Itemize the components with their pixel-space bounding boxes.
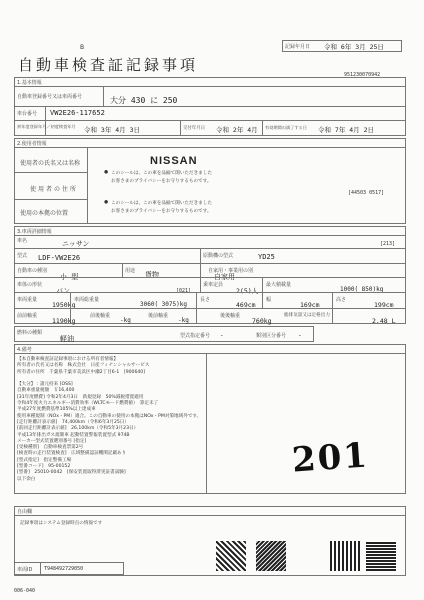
height-label: 高さ bbox=[336, 297, 347, 303]
note-line: 使用車種規制（NOx・PM）適合。この自動車の使用の本拠はNOx・PM対策地域外です。 bbox=[17, 413, 202, 419]
note-line: [走行距離計表示値] 74,400km（令和6年3月25日） bbox=[17, 419, 129, 425]
designation-value: - bbox=[220, 332, 224, 339]
rear-front-axle-label: 後前軸重 bbox=[148, 313, 169, 319]
length-label: 長さ bbox=[200, 297, 211, 303]
free-field-label: 自由欄 bbox=[17, 509, 33, 515]
notes-list bbox=[17, 356, 205, 482]
maker-label: 車名 bbox=[17, 238, 28, 244]
gross-weight-label: 車両総重量 bbox=[74, 297, 100, 303]
note-line: 自動車重量税額 ￥16,400 bbox=[17, 388, 75, 394]
note-line: メーカー型式装置選別番号 [指定] bbox=[17, 438, 87, 444]
privacy-seal-text-3: このシールは、この車を品揃て開いただきました bbox=[111, 201, 212, 206]
designation-label: 型式指定番号 bbox=[180, 333, 211, 339]
note-line: [型番] 25010-0042 [保安装置取得済実証書試験] bbox=[17, 470, 126, 476]
note-line: [型式指定] 指定整備工場 bbox=[17, 457, 72, 463]
document-number: 951230070942 bbox=[344, 72, 381, 78]
expiry-date-value: 令和 7年 4月 2日 bbox=[318, 126, 374, 134]
registration-value: 大分 430 に 250 bbox=[110, 96, 178, 105]
first-registration-label: 初年度登録年月／初度検査年月 bbox=[17, 124, 76, 129]
note-line: 以下余白 bbox=[17, 476, 36, 482]
max-load-value: 1000( 850)kg bbox=[340, 286, 384, 293]
note-line: 令和4年度火力エネルギー消費効率（WLTCモード燃費値） 算定未了 bbox=[17, 401, 159, 407]
front-rear-axle-value: -kg bbox=[120, 317, 131, 324]
fuel-value: 軽油 bbox=[60, 335, 74, 343]
section-2-heading: 2.使用者情報 bbox=[17, 141, 47, 147]
privacy-seal-text-2: お客さまのプライバシーをお守りするものです。 bbox=[111, 179, 212, 184]
page-title: 自動車検査証記録事項 bbox=[18, 56, 199, 74]
capacity-value: 2(5)人 bbox=[236, 287, 259, 295]
max-load-label: 最大積載量 bbox=[266, 282, 292, 288]
note-line: [受検種別] 自動車検査票第2号 bbox=[17, 445, 84, 451]
note-line: 平成27年度燃費基準105%以上達成車 bbox=[17, 407, 96, 413]
body-shape-value: バン bbox=[56, 287, 70, 295]
nissan-logo: NISSAN bbox=[150, 155, 198, 167]
fuel-label: 燃料の種類 bbox=[17, 330, 43, 336]
expiry-date-label: 有効期間の満了する日 bbox=[265, 125, 307, 130]
note-line: [型番コード] 95-00152 bbox=[17, 464, 71, 470]
privacy-seal-icon: ● bbox=[104, 170, 109, 175]
qr-code-icon bbox=[330, 541, 360, 571]
note-line: 【本自動車検査証記録事項における所有者情報】 bbox=[17, 357, 119, 362]
qr-code-icon bbox=[256, 541, 286, 571]
maker-value: ニッサン bbox=[62, 240, 90, 248]
section-3-heading: 3.車両詳細情報 bbox=[17, 229, 52, 235]
header-mark: B bbox=[80, 44, 85, 51]
displacement-label: 総排気量又は定格出力 bbox=[284, 313, 330, 318]
vehicle-weight-value: 1950kg bbox=[52, 301, 76, 309]
model-value: LDF-VW2E26 bbox=[38, 254, 81, 262]
issue-date-value: 令和 2年 4月 bbox=[216, 126, 258, 134]
engine-label: 原動機の型式 bbox=[203, 253, 234, 259]
record-date-value: 令和 6年 3月 25日 bbox=[324, 43, 384, 51]
rear-front-axle-value: -kg bbox=[178, 317, 189, 324]
note-line: 平成13年排出ガス規制車 起動装置警報装置型式 974B bbox=[17, 432, 130, 438]
vehicle-type-label: 自動車の種別 bbox=[17, 268, 48, 274]
model-label: 型式 bbox=[17, 253, 28, 259]
body-shape-label: 車体の形状 bbox=[17, 282, 43, 288]
privacy-seal-text-1: このシールは、この車を品揃て開いただきました bbox=[111, 171, 212, 176]
height-value: 199cm bbox=[374, 301, 394, 309]
displacement-value: 2.48 L bbox=[372, 317, 396, 325]
use-value: 貨物 bbox=[145, 271, 159, 279]
rear-axle-label: 後後軸重 bbox=[220, 313, 241, 319]
user-name-label: 使用者の氏名又は名称 bbox=[20, 160, 81, 167]
vin-label: 車台番号 bbox=[17, 111, 38, 117]
vehicle-id-value: T948492729050 bbox=[44, 566, 84, 572]
first-registration-value: 令和 3年 4月 3日 bbox=[84, 126, 140, 134]
privacy-seal-icon-2: ● bbox=[104, 200, 109, 205]
privacy-seal-text-4: お客さまのプライバシーをお守りするものです。 bbox=[111, 209, 212, 214]
issue-date-label: 交付年月日 bbox=[183, 126, 205, 131]
front-axle-value: 1190kg bbox=[52, 317, 76, 325]
handwritten-number: 201 bbox=[290, 435, 371, 481]
qr-code-icon bbox=[216, 541, 246, 571]
form-code: 006-040 bbox=[14, 588, 36, 594]
use-label: 用途 bbox=[125, 268, 136, 274]
note-line: 所有者の住所 千葉県千葉市美浜区中瀬2丁目6-1 [900640] bbox=[17, 369, 146, 375]
private-business-label: 自家用・事業用の別 bbox=[208, 268, 254, 274]
note-line: 所有者の氏名又は名称 株式会社 日産フィナンシャルサービス bbox=[17, 363, 150, 369]
note-line: [31年度燃費] 令和2年4月3日 新規登録 50%減税措置適用 bbox=[17, 394, 144, 400]
vin-value: VW2E26-117652 bbox=[50, 109, 105, 117]
section-1-heading: 1.基本情報 bbox=[17, 80, 42, 86]
note-line: [検査時の走行装置検査] 広域整備認証機関記載あり bbox=[17, 451, 127, 457]
front-rear-axle-label: 前後軸重 bbox=[90, 313, 111, 319]
width-value: 169cm bbox=[300, 301, 320, 309]
private-business-value: 自家用 bbox=[214, 273, 235, 281]
category-label: 類別区分番号 bbox=[256, 333, 287, 339]
free-field-text: 記録事項はシステム登録時点の情報です bbox=[20, 521, 103, 526]
note-line: [前回走行距離計表示値] 26,100km（令和5年3月23日） bbox=[17, 426, 139, 432]
vehicle-id-label: 車両ID bbox=[17, 567, 33, 573]
gross-weight-value: 3060( 3075)kg bbox=[140, 301, 187, 308]
category-value: - bbox=[298, 332, 302, 339]
section-4-heading: 4.備考 bbox=[17, 347, 32, 353]
maker-code: [213] bbox=[380, 241, 396, 247]
registration-label: 自動車登録番号又は車両番号 bbox=[17, 94, 83, 100]
base-location-label: 使用の本拠の位置 bbox=[20, 210, 69, 217]
seal-code: [44503 0517] bbox=[348, 190, 385, 196]
vehicle-weight-label: 車両重量 bbox=[17, 297, 38, 303]
length-value: 469cm bbox=[236, 301, 256, 309]
capacity-label: 乗車定員 bbox=[203, 282, 224, 288]
rear-axle-value: 760kg bbox=[252, 317, 272, 325]
note-line: 【大分】 : 諸元持来 [OSS] bbox=[17, 382, 73, 388]
front-axle-label: 前前軸重 bbox=[17, 313, 38, 319]
engine-value: YD25 bbox=[258, 253, 275, 261]
user-address-label: 使用者の住所 bbox=[30, 186, 79, 193]
record-date-label: 記録年月日 bbox=[285, 44, 311, 50]
body-shape-code: [021] bbox=[176, 288, 192, 294]
qr-code-icon bbox=[366, 541, 396, 571]
vehicle-type-value: 小 型 bbox=[60, 273, 79, 281]
width-label: 幅 bbox=[266, 297, 272, 303]
